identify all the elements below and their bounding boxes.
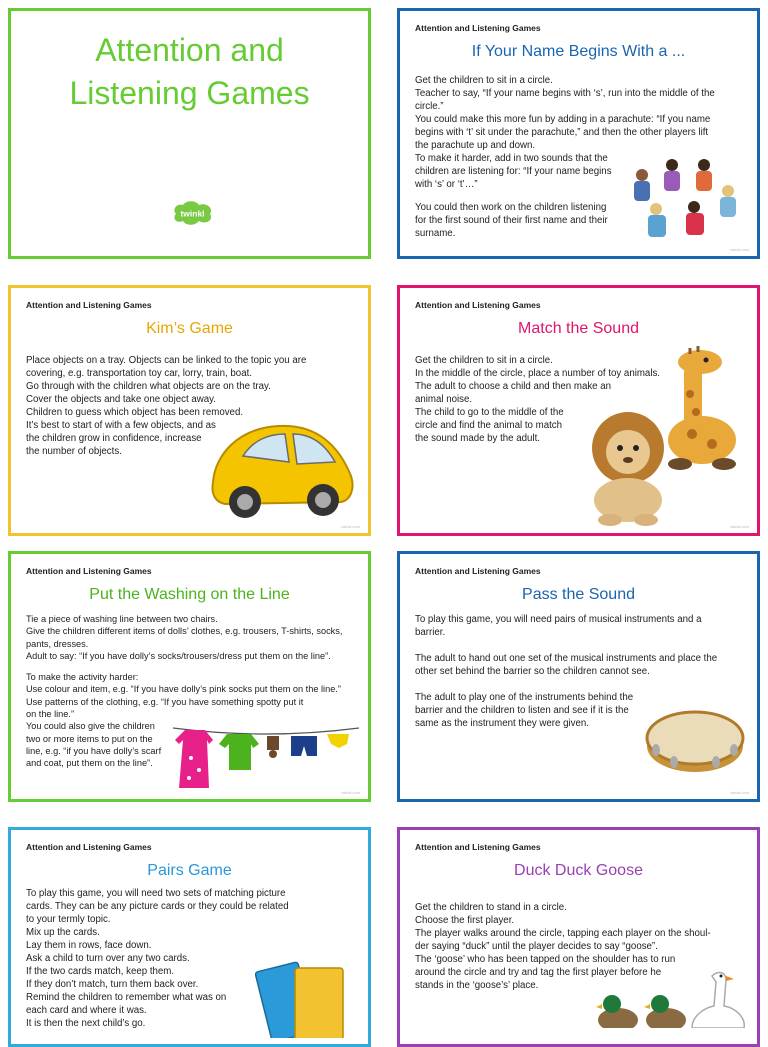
body-line: two or more items to put on the xyxy=(26,733,153,744)
card-title: Duck Duck Goose xyxy=(514,862,643,879)
body-line: In the middle of the circle, place a number of toy animals. xyxy=(415,368,661,379)
body-line: same as the instrument they were given. xyxy=(415,718,589,729)
washing-line-illustration-icon xyxy=(171,718,361,794)
body-line: Go through with the children what objects are on the tray. xyxy=(26,381,271,392)
body-line: The ‘goose’ who has been tapped on the shoulder has to run xyxy=(415,954,676,965)
card-title: Match the Sound xyxy=(518,320,639,337)
body-line: Teacher to say, “If your name begins with ‘s’, run into the middle of the xyxy=(415,88,715,99)
card-title: Kim’s Game xyxy=(146,320,233,337)
body-line: Get the children to stand in a circle. xyxy=(415,902,567,913)
body-line: animal noise. xyxy=(415,394,473,405)
card-title: Put the Washing on the Line xyxy=(89,586,290,603)
toy-giraffe-illustration-icon xyxy=(662,344,746,474)
card-pairs-game xyxy=(8,827,371,1047)
body-line: Tie a piece of washing line between two chairs. xyxy=(26,614,218,624)
body-line: Children to guess which object has been removed. xyxy=(26,407,244,418)
body-line: the parachute up and down. xyxy=(415,140,536,151)
body-line: You could also give the children xyxy=(26,721,155,732)
series-label: Attention and Listening Games xyxy=(26,300,152,310)
children-circle-illustration-icon xyxy=(628,151,746,243)
card-title: Pass the Sound xyxy=(522,586,635,603)
cover-title-line1: Attention and xyxy=(95,32,284,68)
twinkl-logo-icon xyxy=(170,200,215,226)
body-line: line, e.g. “if you have dolly’s scarf xyxy=(26,745,162,756)
card-kims-game xyxy=(8,285,371,536)
body-line: covering, e.g. transportation toy car, lorry, train, boat. xyxy=(26,368,252,379)
card-title: If Your Name Begins With a ... xyxy=(471,43,686,60)
ducks-and-goose-illustration-icon xyxy=(596,966,746,1028)
series-label: Attention and Listening Games xyxy=(415,23,541,33)
card-title: Pairs Game xyxy=(147,862,232,879)
body-line: barrier and the children to listen and see if it is the xyxy=(415,705,629,716)
body-line: You could make this more fun by adding in a parachute: “If you name xyxy=(415,114,711,125)
body-line: stands in the ‘goose’s’ place. xyxy=(415,980,539,991)
body-line: Cover the objects and take one object away. xyxy=(26,394,216,405)
body-line: To make the activity harder: xyxy=(26,672,139,683)
body-line: The child to go to the middle of the xyxy=(415,407,564,418)
body-line: If the two cards match, keep them. xyxy=(26,966,175,977)
body-line: To play this game, you will need two sets of matching picture xyxy=(26,888,286,899)
body-line: To make it harder, add in two sounds that the xyxy=(415,153,608,164)
body-line: The adult to choose a child and then make an xyxy=(415,381,612,392)
body-line: surname. xyxy=(415,228,456,239)
tambourine-illustration-icon xyxy=(644,702,746,776)
body-line: You could then work on the children listening xyxy=(415,202,607,213)
card-pass-the-sound xyxy=(397,551,760,802)
body-line: The player walks around the circle, tapping each player on the shoul- xyxy=(415,928,711,939)
yellow-car-illustration-icon xyxy=(207,416,359,522)
footer-text: twinkl.com xyxy=(730,524,749,529)
footer-text: twinkl.com xyxy=(730,247,749,252)
body-line: Get the children to sit in a circle. xyxy=(415,75,553,86)
body-line: Choose the first player. xyxy=(415,915,515,926)
body-line: circle and find the animal to match xyxy=(415,420,563,431)
body-line: Ask a child to turn over any two cards. xyxy=(26,953,190,964)
body-line: on the line.” xyxy=(26,709,75,720)
body-line: der saying “duck” until the player decides to say “goose”. xyxy=(415,941,658,952)
body-line: the sound made by the adult. xyxy=(415,433,540,444)
body-line: to your termly topic. xyxy=(26,914,111,925)
footer-text: twinkl.com xyxy=(730,790,749,795)
body-line: Give the children different items of dolls’ clothes, e.g. trousers, T-shirts, socks, xyxy=(26,626,343,637)
body-line: each card and where it was. xyxy=(26,1005,147,1016)
body-line: around the circle and try and tag the first player before he xyxy=(415,967,662,978)
body-line: cards. They can be any picture cards or they could be related xyxy=(26,901,289,912)
series-label: Attention and Listening Games xyxy=(415,566,541,576)
body-line: If they don’t match, turn them back over. xyxy=(26,979,199,990)
card-name-begins xyxy=(397,8,760,259)
series-label: Attention and Listening Games xyxy=(415,842,541,852)
body-line: Place objects on a tray. Objects can be linked to the topic you are xyxy=(26,355,307,366)
body-line: Use patterns of the clothing, e.g. “If you have something spotty put it xyxy=(26,696,304,707)
series-label: Attention and Listening Games xyxy=(415,300,541,310)
body-line: circle.” xyxy=(415,101,444,112)
series-label: Attention and Listening Games xyxy=(26,566,152,576)
body-line: the number of objects. xyxy=(26,446,122,457)
body-line: and coat, put them on the line”. xyxy=(26,758,153,769)
body-line: the children grow in confidence, increase xyxy=(26,433,202,444)
body-line: It’s best to start of with a few objects, and as xyxy=(26,420,216,431)
body-line: Get the children to sit in a circle. xyxy=(415,355,553,366)
card-duck-duck-goose xyxy=(397,827,760,1047)
body-line: pants, dresses. xyxy=(26,638,89,649)
footer-text: twinkl.com xyxy=(341,790,360,795)
footer-text: twinkl.com xyxy=(341,524,360,529)
series-label: Attention and Listening Games xyxy=(26,842,152,852)
body-line: Mix up the cards. xyxy=(26,927,100,938)
body-line: other set behind the barrier so the children cannot see. xyxy=(415,666,650,677)
logo-text: twinkl xyxy=(180,208,205,219)
body-line: Use colour and item, e.g. “If you have dolly’s pink socks put them on the line.” xyxy=(26,684,341,695)
body-line: children are listening for: “If your name begins xyxy=(415,166,612,177)
cover-card xyxy=(8,8,371,259)
card-washing-line xyxy=(8,551,371,802)
body-line: with ‘s’ or ‘t’…” xyxy=(415,179,478,190)
body-line: for the first sound of their first name and their xyxy=(415,215,608,226)
body-line: barrier. xyxy=(415,627,446,638)
body-line: Remind the children to remember what was on xyxy=(26,992,227,1003)
body-line: To play this game, you will need pairs of musical instruments and a xyxy=(415,614,702,625)
card-match-the-sound xyxy=(397,285,760,536)
cover-title xyxy=(11,29,368,115)
body-line: The adult to play one of the instruments behind the xyxy=(415,692,634,703)
body-line: It is then the next child’s go. xyxy=(26,1018,146,1029)
body-line: begins with ‘t’ sit under the parachute,” and then the other players lift xyxy=(415,127,709,138)
body-line: Lay them in rows, face down. xyxy=(26,940,152,951)
body-line: Adult to say: “If you have dolly’s socks/trousers/dress put them on the line”. xyxy=(26,650,331,661)
picture-cards-illustration-icon xyxy=(255,958,355,1038)
cover-title-line2: Listening Games xyxy=(69,75,310,111)
body-line: The adult to hand out one set of the musical instruments and place the xyxy=(415,653,718,664)
